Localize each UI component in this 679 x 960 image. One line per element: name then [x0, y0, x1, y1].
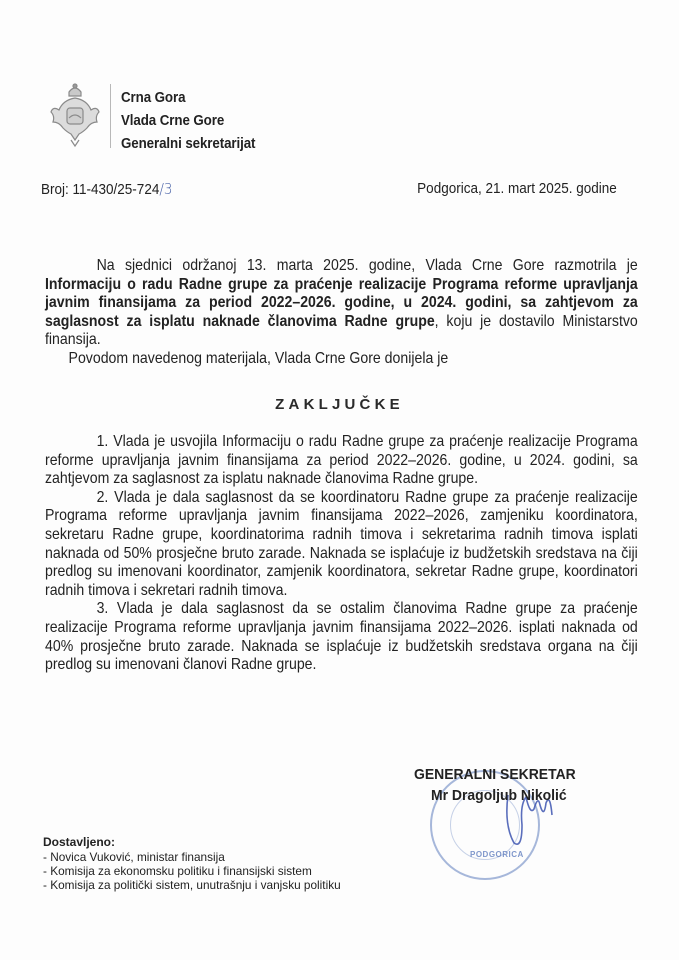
intro-subject-bold: Informaciju o radu Radne grupe za praćenje realizacije Programa reforme upravljanja javnim finansijama za period 2022–2026. godine, u 2024. godini, sa zahtjevom za saglasnost za isplatu naknade članovima Radne grupe: [45, 275, 638, 330]
intro-text: Na sjednici održanoj 13. marta 2025. godine, Vlada Crne Gore razmotrila je: [96, 257, 638, 274]
signatory-title: GENERALNI SEKRETAR: [414, 766, 576, 783]
conclusions-title: ZAKLJUČKE: [275, 396, 404, 413]
intro-decision-sentence: Povodom navedenog materijala, Vlada Crne Gore donijela je: [68, 349, 449, 367]
issuing-organization: [121, 87, 267, 156]
reference-number-text: Broj: 11-430/25-724: [41, 181, 160, 198]
distribution-item: - Komisija za politički sistem, unutrašnju i vanjsku politiku: [43, 878, 341, 893]
conclusions-list: [45, 433, 638, 675]
intro-paragraph: [45, 257, 638, 350]
org-line-government: Vlada Crne Gore: [121, 113, 225, 129]
distribution-item: - Komisija za ekonomsku politiku i finansijski sistem: [43, 864, 312, 879]
conclusion-item-3: 3. Vlada je dala saglasnost da se ostalim članovima Radne grupe za praćenje realizacije Programa reforme upravljanja javnim finansijama 2022–2026. isplati naknada od 40% prosječne bruto zarade. Naknada se isplaćuje iz budžetskih sredstava organa na čiji predlog su imenovani članovi Radne grupe.: [45, 600, 638, 674]
stamp-city-text: PODGORICA: [470, 850, 524, 859]
org-line-secretariat: Generalni sekretarijat: [121, 136, 256, 152]
intro-text-end: , koju je dostavilo Ministarstvo finansija.: [45, 312, 638, 349]
reference-number: [41, 180, 172, 198]
conclusion-item-1: 1. Vlada je usvojila Informaciju o radu Radne grupe za praćenje realizacije Programa reforme upravljanja javnim finansijama za period 2022–2026. godine, u 2024. godini, sa zahtjevom za saglasnost za isplatu naknade članovima Radne grupe.: [45, 433, 638, 488]
signatory-name: Mr Dragoljub Nikolić: [431, 787, 567, 804]
document-date: Podgorica, 21. mart 2025. godine: [417, 180, 617, 197]
org-line-country: Crna Gora: [121, 90, 186, 106]
distribution-list: [43, 850, 341, 893]
header-divider: [110, 84, 111, 148]
handwritten-suffix: /3: [159, 180, 173, 198]
conclusion-item-2: 2. Vlada je dala saglasnost da se koordinatoru Radne grupe za praćenje realizacije Programa reforme upravljanja javnim finansijama 2022–2026, zamjeniku koordinatora, sekretaru Radne grupe, koordinatorima radnih timova i sekretarima radnih timova isplati naknada od 50% prosječne bruto zarade. Naknada se isplaćuje iz budžetskih sredstava na čiji predlog su imenovani koordinator, zamjenik koordinatora, sekretar Radne grupe, koordinatori radnih timova i sekretari radnih timova.: [45, 488, 638, 599]
intro-section: [45, 257, 638, 369]
distribution-title: Dostavljeno:: [43, 835, 116, 849]
distribution-item: - Novica Vuković, ministar finansija: [43, 850, 225, 864]
coat-of-arms-icon: [49, 82, 101, 148]
